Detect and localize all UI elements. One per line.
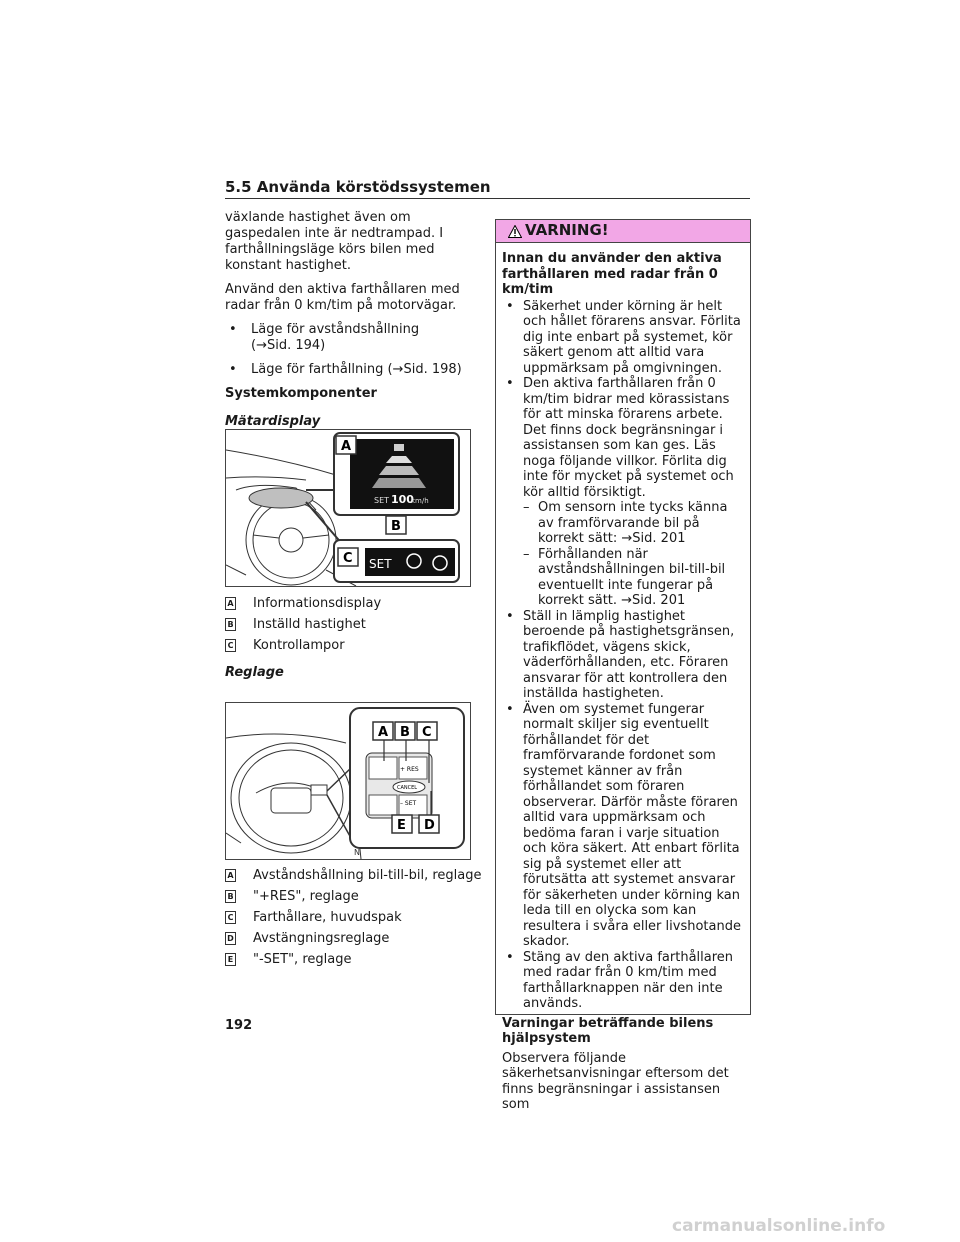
legend-text: Informationsdisplay — [253, 596, 382, 611]
bullet-text: Läge för farthållning (→Sid. 198) — [251, 362, 462, 377]
legend-row — [225, 928, 482, 949]
legend-controls — [225, 865, 482, 970]
legend-row — [225, 949, 482, 970]
bullet-text: Säkerhet under körning är helt och hållet förarens ansvar. Förlita dig inte enbart på systemet, kör säkert genom att alltid vara uppmärksam på omgivningen. — [523, 298, 741, 376]
intro-paragraph-1: växlande hastighet även om gaspedalen inte är nedtrampad. I farthållningsläge körs bilen med konstant hastighet. — [225, 210, 444, 273]
watermark: carmanualsonline.info — [672, 1216, 886, 1236]
figure2-n-label: N — [354, 848, 360, 857]
warning-title: VARNING! — [525, 221, 609, 240]
set-button-label: – SET — [400, 800, 417, 807]
legend-key: C — [225, 911, 236, 924]
bullet-text: Ställ in lämplig hastighet beroende på hastighetsgränsen, trafikflödet, vägens skick, väderförhållanden, etc. Föraren ansvarar för att kontrollera den inställda hastigheten. — [523, 608, 735, 701]
warning-triangle-icon — [508, 225, 522, 238]
components-heading: Systemkomponenter — [225, 386, 377, 401]
legend-text: Avståndshållning bil-till-bil, reglage — [253, 868, 482, 883]
warning-heading-1: Innan du använder den aktiva farthållaren med radar från 0 km/tim — [502, 251, 722, 297]
legend-text: Kontrollampor — [253, 638, 345, 653]
figure1-label-c: C — [343, 551, 353, 566]
bullet-dot: • — [506, 608, 514, 624]
legend-text: Inställd hastighet — [253, 617, 366, 632]
speed-unit: km/h — [411, 497, 429, 505]
cancel-label: CANCEL — [397, 785, 418, 791]
legend-text: "-SET", reglage — [253, 952, 352, 967]
warning-bullet — [502, 609, 744, 702]
section-title: 5.5 Använda körstödssystemen — [225, 178, 491, 196]
bullet-text: Även om systemet fungerar normalt skiljer sig eventuellt förhållandet för det framförvarande fordonet som systemet känner av från förhållandet som föraren observerar. Därför måste föraren alltid vara uppmärksam och bedöma faran i varje situation och köra säkert. Att enbart förlita sig på systemet eller att förutsätta att systemet ansvarar för säkerheten under körning kan leda till en olycka som kan resultera i svåra eller livshotande skador. — [523, 701, 741, 949]
warning-bullet — [502, 376, 744, 500]
set-label: SET — [374, 496, 390, 505]
legend-key: E — [225, 953, 236, 966]
bullet-dot: • — [229, 362, 237, 377]
page-number: 192 — [225, 1018, 253, 1033]
figure2-label-b: B — [400, 725, 410, 740]
legend-row — [225, 907, 482, 928]
intro-paragraph-2: Använd den aktiva farthållaren med radar från 0 km/tim på motorvägar. — [225, 282, 460, 313]
legend-row — [225, 614, 381, 635]
dash-mark: – — [523, 500, 530, 515]
legend-row — [225, 886, 482, 907]
bullet-dot: • — [506, 701, 514, 717]
res-button-label: + RES — [400, 766, 419, 773]
bullet-cruise-mode — [225, 362, 470, 378]
meter-display-illustration — [226, 430, 470, 586]
controls-illustration — [226, 703, 470, 859]
bullet-ref: (→Sid. 194) — [251, 338, 326, 353]
figure2-label-c: C — [422, 725, 432, 740]
legend-text: "+RES", reglage — [253, 889, 359, 904]
controls-heading: Reglage — [225, 665, 284, 680]
legend-key: C — [225, 639, 236, 652]
display-heading: Mätardisplay — [225, 414, 321, 429]
legend-key: A — [225, 597, 236, 610]
left-column — [225, 210, 470, 440]
legend-meter — [225, 593, 381, 656]
figure2-label-d: D — [424, 818, 435, 833]
legend-text: Farthållare, huvudspak — [253, 910, 402, 925]
warning-header — [496, 220, 750, 243]
dash-text: Förhållanden när avståndshållningen bil-till-bil eventuellt inte fungerar på korrekt sätt. →Sid. 201 — [538, 546, 726, 608]
bullet-text: Stäng av den aktiva farthållaren med radar från 0 km/tim med farthållarknappen när den inte används. — [523, 949, 734, 1011]
bullet-text: Den aktiva farthållaren från 0 km/tim bidrar med körassistans för att minska förarens arbete. Det finns dock begränsningar i assistansen som kan ges. Läs noga följande villkor. Förlita dig inte för mycket på systemet och kör alltid försiktigt. — [523, 376, 734, 500]
figure1-label-a: A — [341, 439, 352, 454]
warning-tail-text: Observera följande säkerhetsanvisningar eftersom det finns begränsningar i assistansen som — [502, 1050, 729, 1112]
legend-key: B — [225, 618, 236, 631]
warning-bullet — [502, 950, 744, 1012]
legend-row — [225, 635, 381, 656]
legend-key: B — [225, 890, 236, 903]
warning-body — [496, 243, 750, 1113]
panel-set-label: SET — [369, 557, 392, 571]
controls-figure — [225, 702, 471, 860]
legend-row — [225, 865, 482, 886]
bullet-distance-mode — [225, 322, 470, 354]
warning-bullet — [502, 299, 744, 377]
legend-text: Avstängningsreglage — [253, 931, 390, 946]
section-divider — [225, 198, 750, 199]
bullet-dot: • — [506, 949, 514, 965]
dash-mark: – — [523, 546, 530, 562]
legend-key: A — [225, 869, 236, 882]
warning-box — [495, 219, 751, 1112]
warning-bullet — [502, 702, 744, 950]
legend-key: D — [225, 932, 236, 945]
set-speed: 100 — [391, 493, 414, 506]
bullet-dot: • — [229, 322, 237, 337]
bullet-dot: • — [506, 376, 514, 391]
warning-dash-item — [502, 547, 744, 609]
dash-text: Om sensorn inte tycks känna av framförvarande bil på korrekt sätt: →Sid. 201 — [538, 500, 728, 546]
figure1-label-b: B — [391, 519, 401, 534]
figure2-label-a: A — [378, 725, 389, 740]
bullet-dot: • — [506, 298, 514, 314]
legend-row — [225, 593, 381, 614]
bullet-text: Läge för avståndshållning — [251, 322, 420, 337]
figure2-label-e: E — [397, 818, 406, 833]
warning-heading-2: Varningar beträffande bilens hjälpsystem — [502, 1015, 714, 1046]
meter-display-figure — [225, 429, 471, 587]
warning-dash-item — [502, 500, 744, 547]
